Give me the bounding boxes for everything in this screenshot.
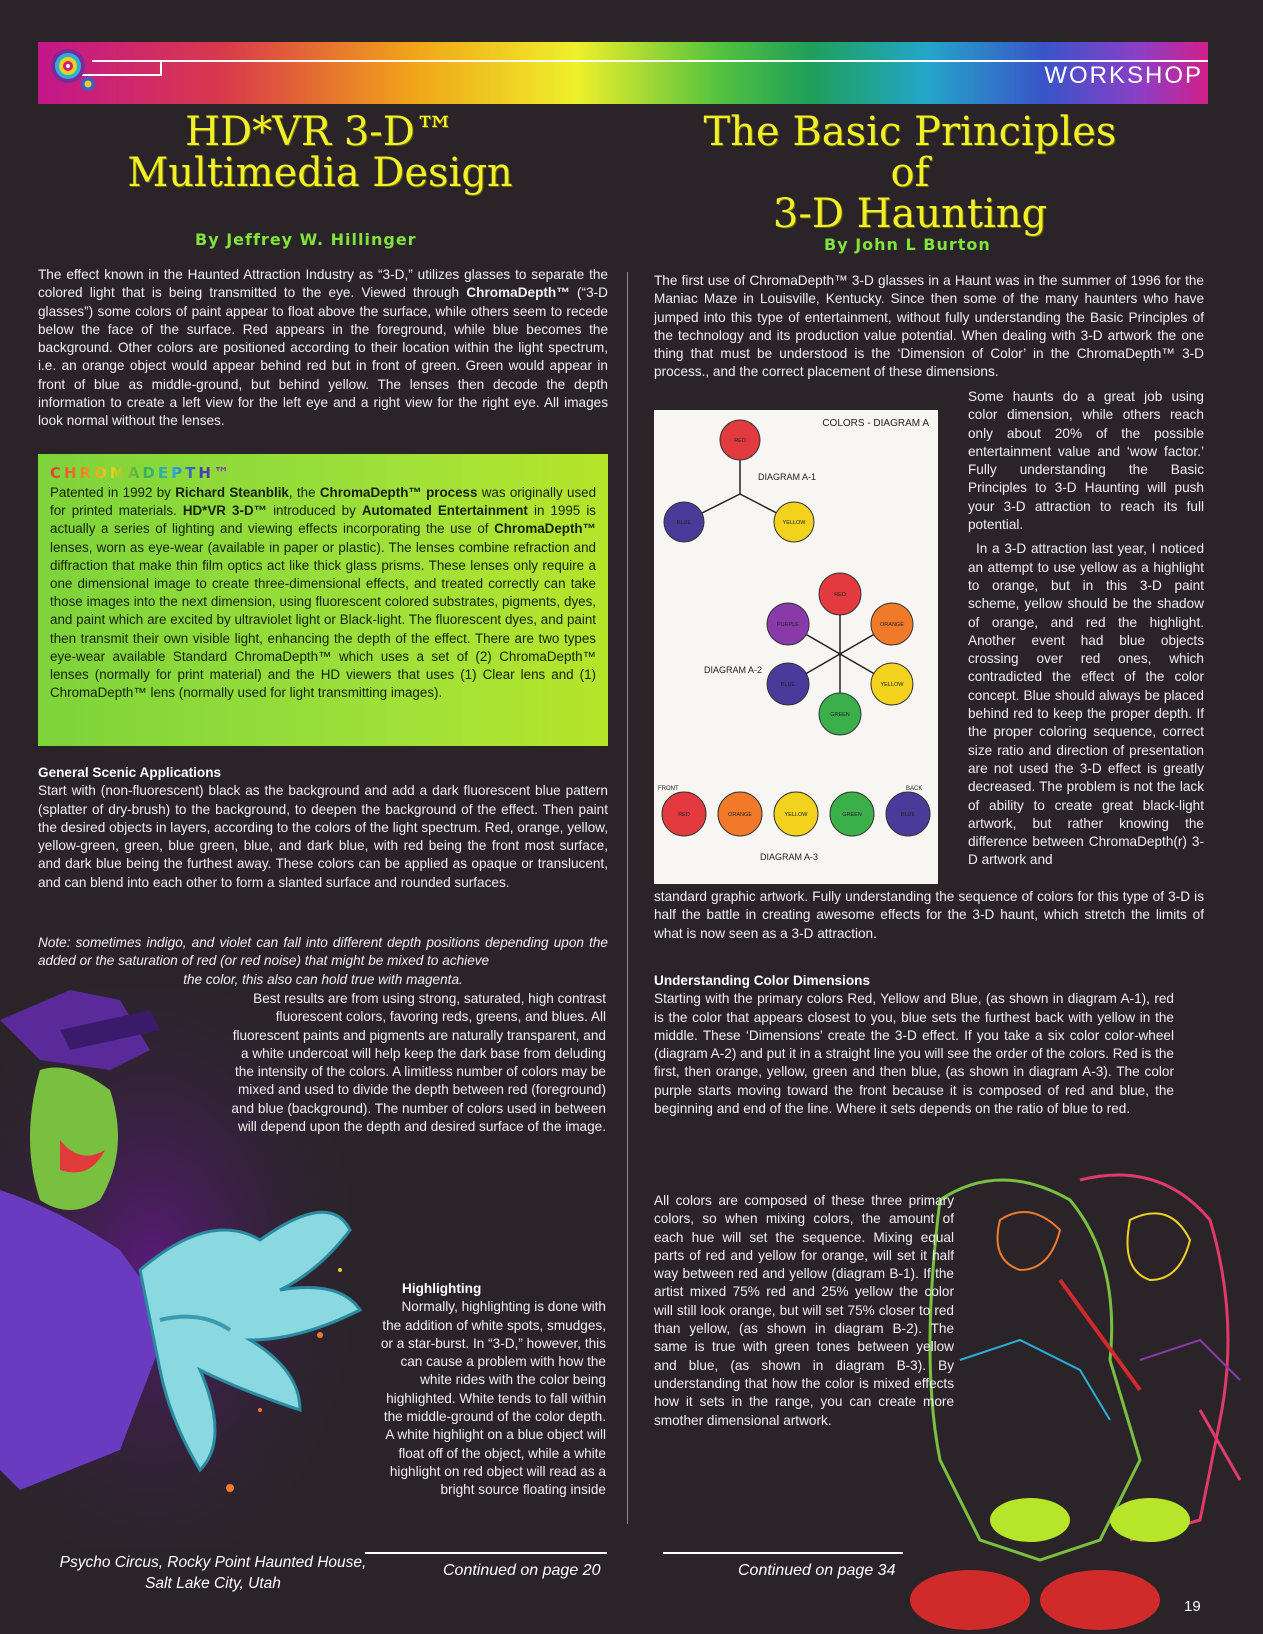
left-byline: By Jeffrey W. Hillinger [195,230,417,249]
right-wrap-text [968,388,1204,876]
diagram-front-label: FRONT [658,786,679,792]
a1-circle-red-label: RED [734,438,746,444]
a3-circle-red [662,792,706,836]
right-lead-paragraph: The first use of ChromaDepth™ 3-D glasses in a Haunt was in the summer of 1996 for the Maniac Maze in Louisville, Kentucky. Since then some of the many haunters who have jumped into this type of entertainment, without fully understanding the Basic Principles of the technology and its production value potential. When dealing with 3-D artwork the one thing that must be understood is the ‘Dimension of Color’ in the ChromaDepth™ 3-D process., and the correct placement of these dimensions. [654,273,1204,380]
a2-circle-yellow [871,663,913,705]
box-process: ChromaDepth™ process [319,485,478,500]
a3-circle-red-label: RED [678,812,690,818]
a2-circle-purple [767,603,809,645]
a3-circle-orange [718,792,762,836]
a1-circle-blue-label: BLUE [676,520,692,526]
box-text: was originally used for printed materials. [50,485,597,519]
note-last-line: the color, this also can hold true with magenta. [183,971,463,987]
right-footer-rule [663,1552,903,1554]
a2-circle-green [819,693,861,735]
note-paragraph [38,934,608,989]
highlighting-heading: Highlighting [402,1281,482,1296]
a2-circle-blue [767,663,809,705]
diagram-a1-label: DIAGRAM A-1 [758,472,817,482]
a3-circle-green [830,792,874,836]
a1-circle-blue [664,502,704,542]
highlighting-section [380,1280,606,1500]
box-text: lenses, worn as eye-wear (available in paper or plastic). The lenses combine refraction and diffraction that make thin film optics act like thick glass prisms. These lenses only require a one dimensional image to create three-dimensional effects, and treated correctly can take those images into the next dimension, using fluorescent colored substrates, pigments, dyes, and paint which are excited by ultraviolet light or Black-light. The fluorescent dyes, and paint then transmit their own visible light, enhancing the depth of the effect. There are two types eye-wear available Standard ChromaDepth™ which uses a set of (2) ChromaDepth™ lenses (normally for print material) and the HD viewers that uses (1) Clear lens and (1) ChromaDepth™ lens (normally used for light transmitting images). [50,539,596,701]
header-line-step [160,60,162,74]
a2-circle-orange [871,603,913,645]
right-article-title [680,109,1140,237]
chromadepth-heading-text: CHROMADEPTH™ [50,464,232,482]
chromadepth-sidebar-box [38,454,608,746]
diagram-a2 [767,573,913,735]
column-divider [627,272,628,1524]
box-inventor: Richard Steanblik [175,485,289,500]
a1-circle-red [720,420,760,460]
diagram-a2-label: DIAGRAM A-2 [704,665,763,675]
left-title-line-1: HD*VR 3-D™ [185,109,455,155]
box-text: Patented in 1992 by [50,485,176,500]
diagram-title: COLORS - DIAGRAM A [822,418,929,429]
lead-text-part-1: The effect known in the Haunted Attraction Industry as “3-D,” utilizes glasses to separate the colored light that is being transmitted to the eye. Viewed through [38,267,608,301]
a2-circle-red-label: RED [834,592,846,598]
all-colors-paragraph: All colors are composed of these three primary colors, so when mixing colors, the amount of each hue will set the sequence. Mixing equal parts of red and yellow for orange, will set it half way between red and yellow (diagram B-1). If the artist mixed 75% red and 25% yellow the color will still look orange, but will set 75% closer to red than yellow, (as shown in diagram B-2). The same is true with green tones between yellow and blue, (as shown in diagram B-3). By understanding that how the color is mixed effects how it sets in the range, you can create more smother dimensional artwork. [654,1193,954,1428]
after-diagram-paragraph: standard graphic artwork. Fully understanding the sequence of colors for this type of 3-D is half the battle in creating awesome effects for the 3-D haunt, which stretch the limits of what is now seen as a 3-D attraction. [654,889,1204,941]
general-scenic-text: Start with (non-fluorescent) black as the background and add a dark fluorescent blue pattern (splatter of dry-brush) to the background, to deepen the background of the effect. Then paint the desired objects in layers, according to the colors of the light spectrum. Red, orange, yellow, yellow-green, green, blue green, blue, and dark blue, with red being the front most surface, and dark blue being the furthest away. These colors can be applied as opaque or translucent, and can blend into each other to form a slanted surface and rounded surfaces. [38,783,608,890]
flower-logo-icon [46,44,100,98]
general-scenic-section [38,764,608,892]
a3-circle-blue [886,792,930,836]
page-number: 19 [1184,1598,1201,1615]
a1-circle-yellow-label: YELLOW [782,520,806,526]
understanding-heading: Understanding Color Dimensions [654,973,871,988]
a2-circle-purple-label: PURPLE [777,622,800,628]
a2-circle-red [819,573,861,615]
a3-circle-yellow [774,792,818,836]
right-title-line-2: 3-D Haunting [772,190,1048,237]
a3-circle-orange-label: ORANGE [728,812,752,818]
highlighting-text: Normally, highlighting is done with the addition of white spots, smudges, or a star-burst. In “3-D,” however, this can cause a problem with how the white rides with the color being highlighted. White tends to fall within the middle-ground of the color depth. A white highlight on a blue object will float off of the object, while a white highlight on red object will read as a bright source floating inside [380,1299,606,1498]
a3-circle-yellow-label: YELLOW [784,812,808,818]
right-wrap-paragraph-1: Some haunts do a great job using color dimension, while others reach only about 20% of the possible entertainment value and ‘wow factor.’ Fully understanding the Basic Principles to 3-D Haunting will push your 3-D attraction to reach its full potential. [968,389,1204,533]
artwork-caption: Psycho Circus, Rocky Point Haunted House, Salt Lake City, Utah [59,1554,367,1592]
a2-circle-orange-label: ORANGE [880,622,904,628]
box-text: in 1995 is actually a series of lighting and viewing effects incorporating the use of [50,503,596,537]
diagram-a3 [662,792,930,836]
diagram-back-label: BACK [906,786,923,792]
understanding-text: Starting with the primary colors Red, Yellow and Blue, (as shown in diagram A-1), red is the color that appears closest to you, blue sets the furthest back with yellow in the middle. These ‘Dimensions’ create the 3-D effect. If you take a six color color-wheel (diagram A-2) and put it in a straight line you will see the order of the colors. Red is the first, then orange, yellow, green and then blue, (as shown in diagram A-3). The color purple starts moving toward the front because it is composed of red and blue, the beginning and end of the line. Where it sets depends on the ratio of blue to red. [654,991,1174,1117]
diagram-a3-label: DIAGRAM A-3 [760,852,819,862]
a1-circle-yellow [774,502,814,542]
chromadepth-heading [50,464,596,482]
lead-text-part-2: (“3-D glasses”) some colors of paint appear to float above the surface, while others seem to recede below the face of the surface. Red appears in the foreground, while blue becomes the background. Other colors are positioned according to their location within the light spectrum, i.e. an orange object would appear behind red but in front of green. Green would appear in front of blue as middle-ground, but behind yellow. The lenses then decode the depth information to create a left view for the left eye and a right view for the right eye. All images look normal without the lenses. [38,285,608,429]
a2-circle-blue-label: BLUE [780,682,796,688]
left-footer-rule [365,1552,607,1554]
chromadepth-body [50,484,596,702]
box-brand: ChromaDepth™ [494,521,596,537]
right-title-line-1: The Basic Principles of [703,109,1117,196]
understanding-section [654,972,1174,1118]
right-byline: By John L Burton [824,235,991,254]
section-label: WORKSHOP [1044,62,1203,89]
a3-circle-blue-label: BLUE [900,812,916,818]
best-results-paragraph: Best results are from using strong, saturated, high contrast fluorescent colors, favoring reds, greens, and blues. All fluorescent paints and pigments are naturally transparent, and a white undercoat will help keep the dark base from deluding the intensity of the colors. A limitless number of colors may be mixed and used to divide the depth between red (foreground) and blue (background). The number of colors used in between will depend upon the depth and desired surface of the image. [231,991,606,1135]
header-line [92,60,1208,62]
colors-diagram [654,410,938,884]
box-text: introduced by [267,503,362,519]
a2-circle-yellow-label: YELLOW [880,682,904,688]
lead-brand: ChromaDepth™ [466,285,570,301]
left-continued-link[interactable]: Continued on page 20 [443,1562,601,1579]
header-rainbow-band [38,42,1208,104]
a3-circle-green-label: GREEN [842,812,862,818]
left-lead-paragraph [38,266,608,431]
right-continued-link[interactable]: Continued on page 34 [738,1562,896,1579]
a2-circle-green-label: GREEN [830,712,850,718]
box-company: Automated Entertainment [361,503,528,519]
box-hdvr: HD*VR 3-D™ [182,503,267,519]
left-article-title [120,109,520,196]
right-wrap-paragraph-2: In a 3-D attraction last year, I noticed an attempt to use yellow as a highlight to orange, but in this 3-D paint scheme, yellow should be the shadow of orange, and red the highlight. Another event had blue objects crossing over red ones, which contradicted the effect of the color concept. Blue should always be placed behind red to keep the proper depth. If the proper coloring sequence, correct size ratio and direction of presentation are not used the 3-D effect is greatly decreased. The problem is not the lack of ability to create great black-light artwork, but rather knowing the difference between ChromaDepth(r) 3-D artwork and [968,541,1204,868]
general-scenic-heading: General Scenic Applications [38,765,222,780]
note-text: Note: sometimes indigo, and violet can fall into different depth positions depending upon the added or the saturation of red (or red noise) that might be mixed to achieve [38,935,608,969]
box-text: , the [288,485,320,500]
left-title-line-2: Multimedia Design [127,149,513,196]
colors-diagram-svg [654,410,938,884]
